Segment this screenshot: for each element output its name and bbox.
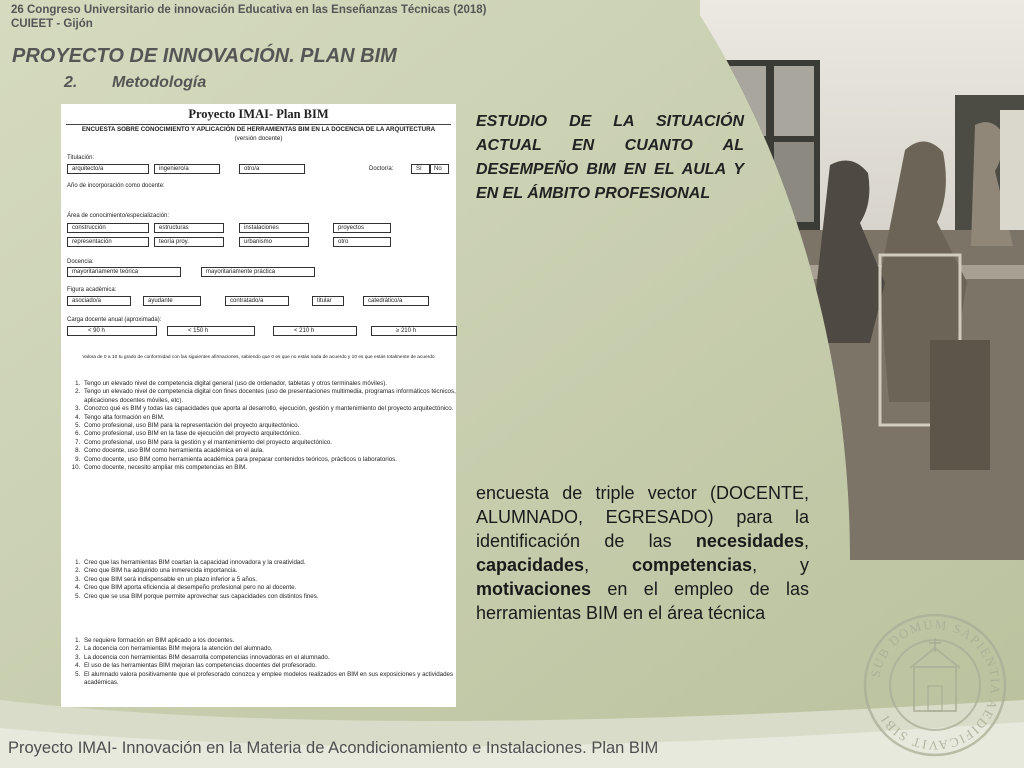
slide-title: PROYECTO DE INNOVACIÓN. PLAN BIM [12,45,397,67]
question-list-3 [66,637,465,687]
option-box: proyectos [333,223,391,233]
desc-keyword: competencias [632,555,753,575]
question-list-2 [66,559,465,601]
option-box: asociado/a [67,296,131,306]
titulacion-label: Titulación: [67,155,95,161]
question-list-1 [66,380,465,472]
option-box: otro/a [239,164,305,174]
option-box: arquitecto/a [67,164,149,174]
conference-title: 26 Congreso Universitario de innovación Educativa en las Enseñanzas Técnicas (2018) [11,4,487,16]
question-item: 1. Se requiere formación en BIM aplicado a los docentes. [82,637,465,645]
option-box: catedrático/a [363,296,429,306]
option-box: ingeniero/a [154,164,220,174]
question-item: 4. Tengo alta formación en BIM. [82,414,465,422]
option-box: < 90 h [67,326,157,336]
survey-title: Proyecto IMAI- Plan BIM [188,107,329,121]
desc-text: en el empleo de las herramientas BIM en el área técnica [476,579,809,623]
option-box: titular [312,296,344,306]
section-name: Metodología [112,74,207,91]
question-item: 8. Como docente, uso BIM como herramienta académica en el aula. [82,447,465,455]
classroom-photo [700,0,1024,560]
svg-text:SUB DOMUM SAPIENTIA AEDIFICAVI: SUB DOMUM SAPIENTIA AEDIFICAVIT SIBI [867,616,1004,754]
survey-subtitle: ENCUESTA SOBRE CONOCIMIENTO Y APLICACIÓN DE HERRAMIENTAS BIM EN LA DOCENCIA DE LA ARQUITECTURA [81,126,436,133]
option-box: estructuras [154,223,224,233]
option-box: < 150 h [167,326,255,336]
section-number: 2. [64,74,78,91]
option-box: No [429,164,449,174]
incorporacion-label: Año de incorporación como docente: [67,183,165,189]
question-item: 3. Creo que BIM será indispensable en un plazo inferior a 5 años. [82,576,465,584]
option-box: otro [333,237,391,247]
survey-version: (versión docente) [234,135,283,142]
option-box: representación [67,237,149,247]
question-item: 9. Como docente, uso BIM como herramienta académica para preparar contenidos teóricos, prácticos o laboratorios. [82,456,465,464]
footer-project-title: Proyecto IMAI- Innovación en la Materia de Acondicionamiento e Instalaciones. Plan BIM [8,739,659,757]
carga-label: Carga docente anual (aproximada): [67,317,162,323]
option-box: urbanismo [239,237,309,247]
question-item: 3. La docencia con herramientas BIM desarrolla competencias innovadoras en el alumnado. [82,654,465,662]
desc-keyword: necesidades [695,531,804,551]
area-label: Área de conocimiento/especialización: [67,213,170,219]
figura-label: Figura académica: [67,287,117,293]
study-heading: ESTUDIO DE LA SITUACIÓN ACTUAL EN CUANTO AL DESEMPEÑO BIM EN EL AULA Y EN EL ÁMBITO PROFESIONAL [476,113,744,202]
question-item: 2. Creo que BIM ha adquirido una inmerecida importancia. [82,567,465,575]
question-item: 5. Como profesional, uso BIM para la representación del proyecto arquitectónico. [82,422,465,430]
slide-subtitle [64,74,206,92]
question-item: 4. Creo que BIM aporta eficiencia al desempeño profesional pero no al docente. [82,584,465,592]
question-item: 10. Como docente, necesito ampliar mis competencias en BIM. [82,464,465,472]
option-box: ≥ 210 h [371,326,457,336]
question-item: 2. Tengo un elevado nivel de competencia digital con fines docentes (uso de presentaciones multimedia, programas informáticos técnicos, aplicaciones docentes móviles, etc). [82,388,465,405]
desc-keyword: motivaciones [476,579,592,599]
question-item: 2. La docencia con herramientas BIM mejora la atención del alumnado. [82,645,465,653]
question-item: 3. Conozco qué es BIM y todas las capacidades que aporta al desarrollo, ejecución, gestión y mantenimiento del proyecto arquitectónico. [82,405,465,413]
title-divider [66,124,451,125]
question-item: 7. Como profesional, uso BIM para la gestión y el mantenimiento del proyecto arquitectónico. [82,439,465,447]
question-item: 6. Como profesional, uso BIM en la fase de ejecución del proyecto arquitectónico. [82,430,465,438]
question-item: 5. El alumnado valora positivamente que el profesorado conozca y emplee modelos realizados en BIM en sus exposiciones y actividades académicas. [82,671,465,688]
desc-text: , [803,531,809,551]
desc-text: , [584,555,632,575]
docencia-label: Docencia: [67,259,94,265]
doctor-label: Doctor/a: [369,166,394,172]
option-box: ayudante [143,296,201,306]
option-box: Sí [411,164,431,174]
option-box: contratado/a [225,296,289,306]
option-box: mayoritariamente teórica [67,267,181,277]
question-item: 4. El uso de las herramientas BIM mejoran las competencias docentes del profesorado. [82,662,465,670]
survey-instruction: Valora de 0 a 10 tu grado de conformidad con las siguientes afirmaciones, sabiendo que 0 es que no estás nada de acuerdo y 10 es que estás totalmente de acuerdo [82,355,435,360]
question-item: 1. Creo que las herramientas BIM coartan la capacidad innovadora y la creatividad. [82,559,465,567]
option-box: teoría proy. [154,237,224,247]
survey-description [476,481,809,625]
question-item: 1. Tengo un elevado nivel de competencia digital general (uso de ordenador, tabletas y otros terminales móviles). [82,380,465,388]
university-seal-icon [862,612,1008,758]
option-box: mayoritariamente práctica [201,267,315,277]
option-box: construcción [67,223,149,233]
desc-text: , y [752,555,809,575]
conference-location: CUIEET - Gijón [11,18,93,30]
desc-text: encuesta de triple vector (DOCENTE, ALUMNADO, EGRESADO) para la identificación de las [476,483,809,551]
desc-keyword: capacidades [476,555,585,575]
survey-document [61,104,456,707]
option-box: < 210 h [273,326,357,336]
option-box: instalaciones [239,223,309,233]
question-item: 5. Creo que se usa BIM porque permite aprovechar sus capacidades con distintos fines. [82,593,465,601]
